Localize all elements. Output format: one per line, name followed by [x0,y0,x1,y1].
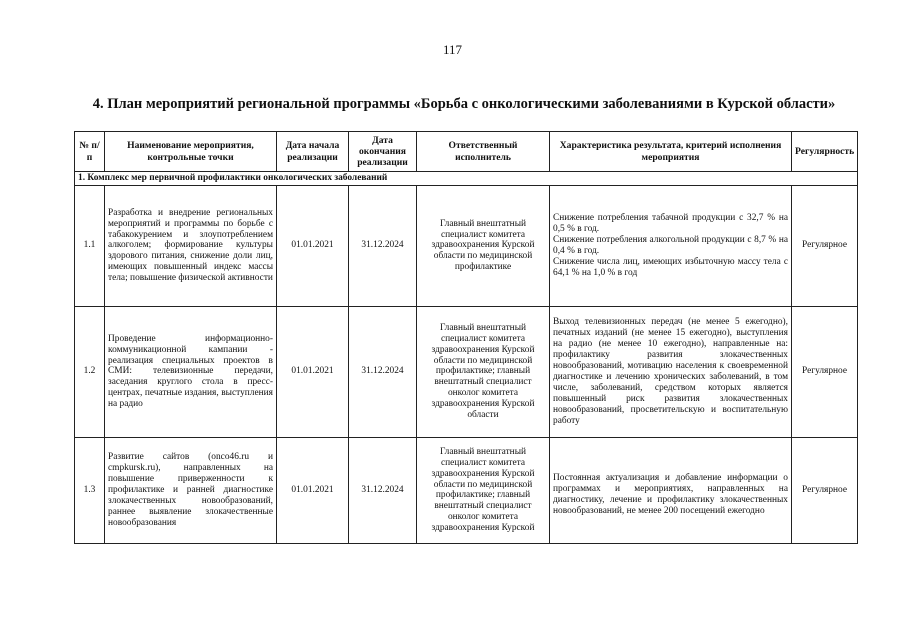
row-end-date: 31.12.2024 [349,306,417,437]
table-header-row [75,132,858,172]
header-characteristic: Характеристика результата, критерий исполнения мероприятия [550,132,792,172]
header-regularity: Регулярность [792,132,858,172]
row-regularity: Регулярное [792,306,858,437]
table-row [75,306,858,437]
row-characteristic [550,437,792,543]
characteristic-line: Снижение потребления алкогольной продукции с 8,7 % на 0,4 % в год. [553,235,788,256]
header-num: № п/п [75,132,105,172]
row-regularity: Регулярное [792,185,858,306]
characteristic-line: Выход телевизионных передач (не менее 5 ежегодно), печатных изданий (не менее 15 ежегодно), выступления на радио (не менее 10 ежегодно), направленные на: профилактику развития злокачественных новообразований, мотивацию населения к своевременной диагностике и лечению хронических заболеваний, в том числе, заболеваний, средством которых является повышенный риск развития злокачественных новообразований, просветительскую и воспитательную работу [553,317,788,426]
row-responsible: Главный внештатный специалист комитета здравоохранения Курской области по медицинской профилактике; главный внештатный специалист онколог комитета здравоохранения Курской [417,437,550,543]
characteristic-line: Постоянная актуализация и добавление информации о программах и мероприятиях, направленных на диагностику, лечение и профилактику злокачественных новообразований, не менее 200 посещений ежегодно [553,473,788,516]
section-row [75,172,858,186]
row-responsible: Главный внештатный специалист комитета здравоохранения Курской области по медицинской профилактике; главный внештатный специалист онколог комитета здравоохранения Курской области [417,306,550,437]
header-end-date: Дата окончания реализации [349,132,417,172]
row-end-date: 31.12.2024 [349,185,417,306]
table-row [75,437,858,543]
table-row [75,185,858,306]
page-number: 117 [442,42,463,57]
characteristic-line: Снижение числа лиц, имеющих избыточную массу тела с 64,1 % на 1,0 % в год [553,256,788,278]
characteristic-line: Снижение потребления табачной продукции с 32,7 % на 0,5 % в год. [553,213,788,235]
section-title: 1. Комплекс мер первичной профилактики онкологических заболеваний [75,172,858,186]
row-characteristic [550,185,792,306]
row-regularity: Регулярное [792,437,858,543]
document-heading: 4. План мероприятий региональной программы «Борьба с онкологическими заболеваниями в Курской области» [92,96,836,112]
row-name: Проведение информационно-коммуникационной кампании - реализация специальных проектов в СМИ: телевизионные передачи, заседания круглого стола в пресс-центрах, печатные издания, выступления на радио [105,306,277,437]
header-name: Наименование мероприятия, контрольные точки [105,132,277,172]
row-start-date: 01.01.2021 [277,437,349,543]
row-num: 1.3 [75,437,105,543]
row-name: Развитие сайтов (onco46.ru и cmpkursk.ru), направленных на повышение приверженности к профилактике и ранней диагностике злокачественных новообразований, раннее выявление злокачественные новообразования [105,437,277,543]
row-num: 1.2 [75,306,105,437]
row-start-date: 01.01.2021 [277,185,349,306]
header-responsible: Ответственный исполнитель [417,132,550,172]
row-end-date: 31.12.2024 [349,437,417,543]
action-plan-table [74,131,858,544]
header-start-date: Дата начала реализации [277,132,349,172]
row-start-date: 01.01.2021 [277,306,349,437]
row-name: Разработка и внедрение региональных мероприятий и программы по борьбе с табакокурением и злоупотреблением алкоголем; формирование культуры здорового питания, снижение доли лиц, имеющих повышенный индекс массы тела; повышение физической активности [105,185,277,306]
row-responsible: Главный внештатный специалист комитета здравоохранения Курской области по медицинской профилактике [417,185,550,306]
row-characteristic [550,306,792,437]
row-num: 1.1 [75,185,105,306]
